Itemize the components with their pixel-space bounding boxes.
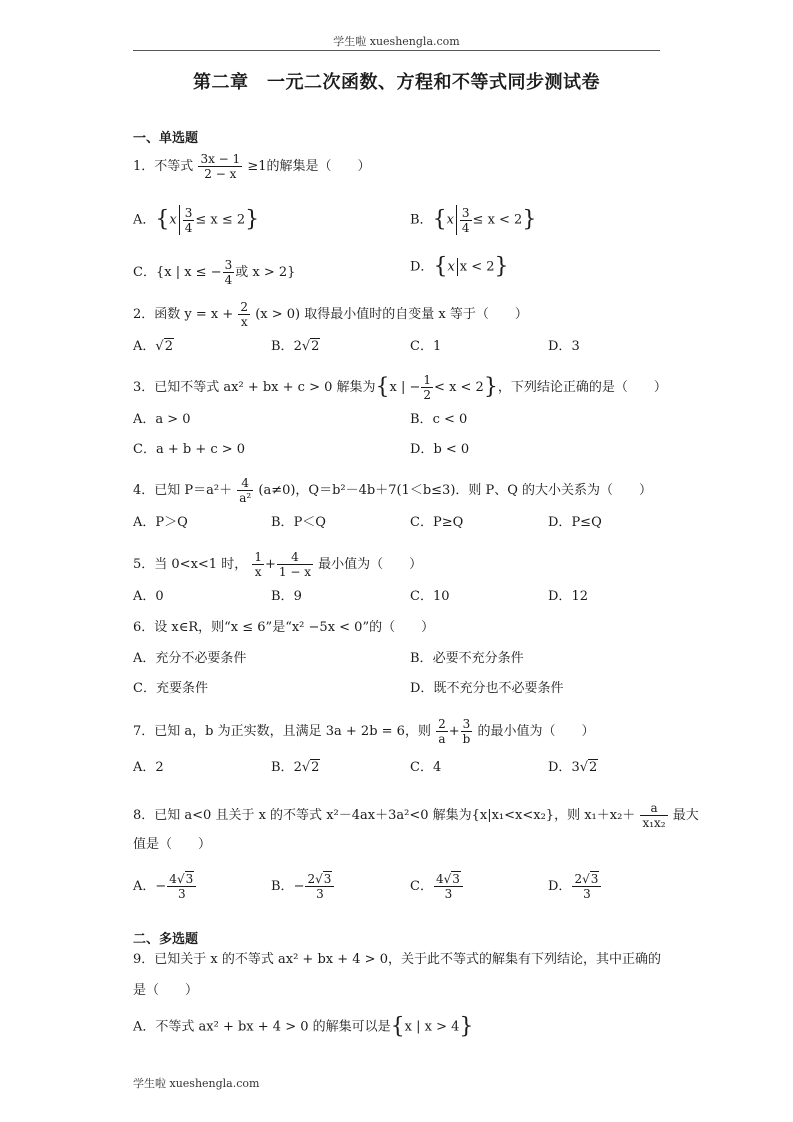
q2-option-c[interactable]: C．1 [410, 339, 442, 354]
q2-option-a[interactable]: A．√2 [133, 339, 173, 354]
question-1: 1．不等式 $\frac{3x - 1}{2 - x}$ ≥1的解集是（ ） [133, 152, 371, 181]
q1-option-d[interactable]: D．{x x < 2} [410, 254, 509, 279]
q1-option-b[interactable]: B．{x $\frac{3}{4}$ ≤ x < 2} [410, 205, 537, 235]
question-2: 2．函数 y = x + $\frac{2}{x}$ (x > 0) 取得最小值时的自变量 x 等于（ ） [133, 300, 528, 329]
q4-option-c[interactable]: C．P≥Q [410, 515, 464, 530]
header-divider [133, 50, 660, 51]
q4-option-b[interactable]: B．P＜Q [271, 515, 326, 530]
question-8: 8．已知 a<0 且关于 x 的不等式 x²－4ax＋3a²<0 解集为{x|x₁<x<x₂}，则 x₁＋x₂＋ $\frac{a}{\text{x₁x₂}}$ 最大 [133, 801, 699, 830]
q8-option-a[interactable]: A．− $\frac{4√3}{3}$ [133, 872, 197, 901]
q8-option-c[interactable]: C． $\frac{4√3}{3}$ [410, 872, 464, 901]
q6-option-d[interactable]: D．既不充分也不必要条件 [410, 681, 564, 696]
q7-option-d[interactable]: D．3√2 [548, 760, 598, 775]
q3-option-c[interactable]: C．a + b + c > 0 [133, 442, 246, 457]
q8-option-b[interactable]: B．− $\frac{2√3}{3}$ [271, 872, 335, 901]
q4-option-d[interactable]: D．P≤Q [548, 515, 602, 530]
q1-option-a[interactable]: A．{x $\frac{3}{4}$ ≤ x ≤ 2} [133, 205, 260, 235]
question-4: 4．已知 P＝a²＋ $\frac{4}{\text{a²}}$ (a≠0)，Q＝b²－4b＋7(1＜b≤3)．则 P、Q 的大小关系为（ ） [133, 476, 653, 505]
question-8-cont: 值是（ ） [133, 837, 212, 852]
q5-option-a[interactable]: A．0 [133, 589, 164, 604]
question-9-cont: 是（ ） [133, 983, 199, 998]
q3-option-d[interactable]: D．b < 0 [410, 442, 470, 457]
q3-option-a[interactable]: A．a > 0 [133, 412, 191, 427]
q6-option-c[interactable]: C．充要条件 [133, 681, 208, 696]
section-multi-choice: 二、多选题 [133, 932, 199, 947]
question-6: 6．设 x∈R，则“x ≤ 6”是“x² −5x < 0”的（ ） [133, 620, 435, 635]
fraction: $\frac{3x - 1}{2 - x}$ [200, 152, 241, 181]
q5-option-c[interactable]: C．10 [410, 589, 450, 604]
q2-option-b[interactable]: B．2√2 [271, 339, 320, 354]
q5-option-b[interactable]: B．9 [271, 589, 302, 604]
q7-option-a[interactable]: A．2 [133, 760, 164, 775]
q9-option-a[interactable]: A．不等式 ax² + bx + 4 > 0 的解集可以是{x | x > 4} [133, 1014, 474, 1039]
question-3: 3．已知不等式 ax² + bx + c > 0 解集为{x | − $\frac{1}{2}$ < x < 2}，下列结论正确的是（ ） [133, 373, 667, 402]
q6-option-a[interactable]: A．充分不必要条件 [133, 651, 247, 666]
q4-option-a[interactable]: A．P＞Q [133, 515, 188, 530]
q7-option-b[interactable]: B．2√2 [271, 760, 320, 775]
section-single-choice: 一、单选题 [133, 131, 199, 146]
q2-option-d[interactable]: D．3 [548, 339, 580, 354]
page-title: 第二章 一元二次函数、方程和不等式同步测试卷 [193, 72, 600, 93]
question-7: 7．已知 a，b 为正实数，且满足 3a + 2b = 6，则 $\frac{2}{a}$ + $\frac{3}{b}$ 的最小值为（ ） [133, 717, 595, 746]
q5-option-d[interactable]: D．12 [548, 589, 588, 604]
q8-option-d[interactable]: D． $\frac{2√3}{3}$ [548, 872, 602, 901]
q7-option-c[interactable]: C．4 [410, 760, 442, 775]
page-header: 学生啦 xueshengla.com [333, 35, 460, 48]
question-5: 5．当 0<x<1 时， $\frac{1}{x}$ + $\frac{4}{1 - x}$ 最小值为（ ） [133, 550, 423, 579]
q6-option-b[interactable]: B．必要不充分条件 [410, 651, 524, 666]
page-footer: 学生啦 xueshengla.com [133, 1077, 260, 1090]
q1-option-c[interactable]: C．{x | x ≤ − $\frac{3}{4}$ 或 x > 2} [133, 258, 296, 287]
question-9: 9．已知关于 x 的不等式 ax² + bx + 4 > 0，关于此不等式的解集有下列结论，其中正确的 [133, 952, 661, 967]
q3-option-b[interactable]: B．c < 0 [410, 412, 468, 427]
